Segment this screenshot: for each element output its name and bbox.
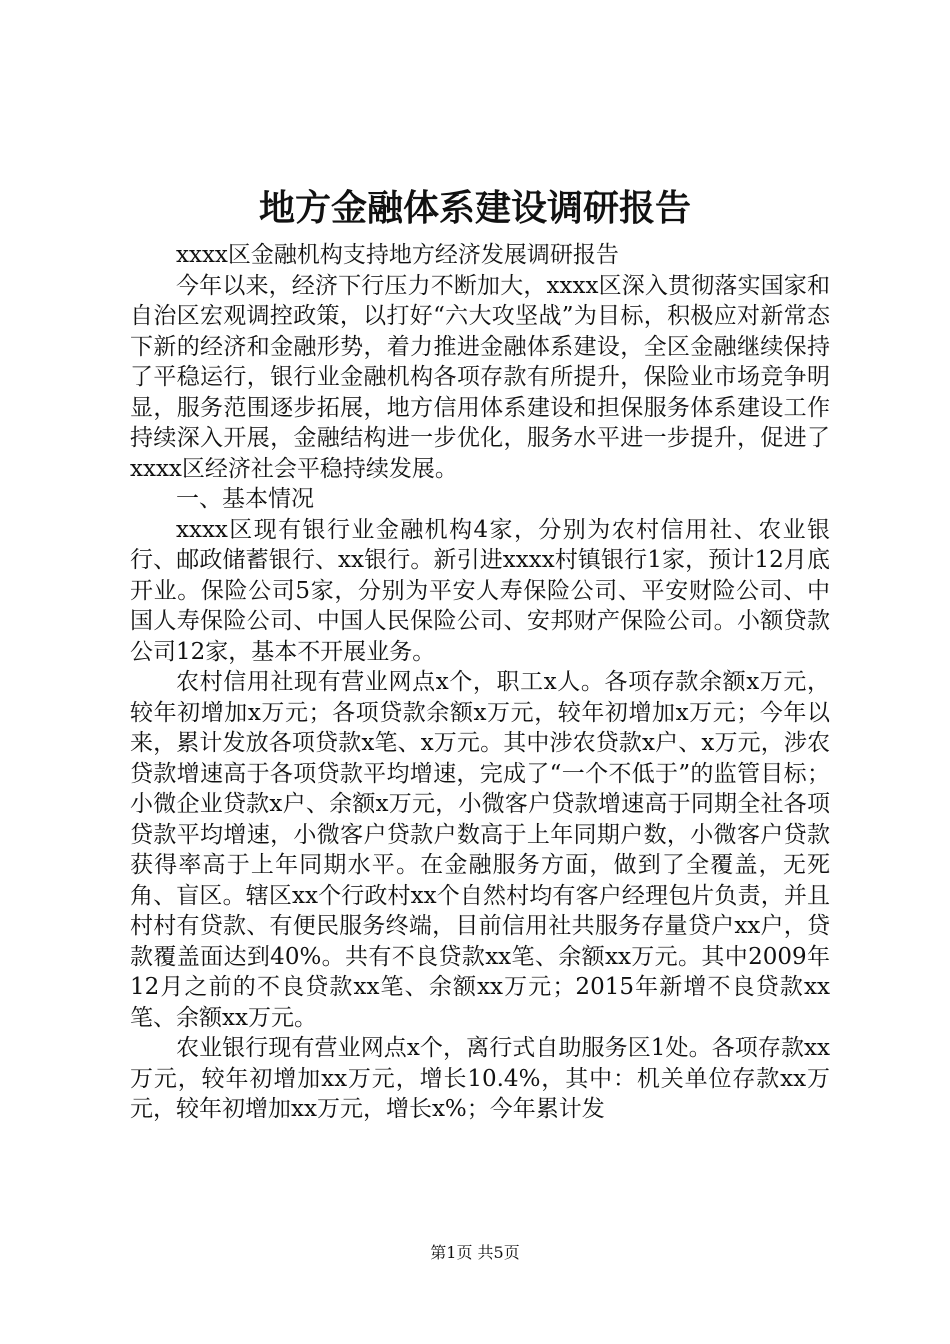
document-body <box>130 240 830 1125</box>
report-subtitle: xxxx区金融机构支持地方经济发展调研报告 <box>176 242 619 268</box>
section-heading-basic-situation: 一、基本情况 <box>176 486 314 512</box>
page-footer: 第1页 共5页 <box>430 1243 520 1262</box>
document-title: 地方金融体系建设调研报告 <box>258 188 691 229</box>
paragraph-agricultural-bank: 农业银行现有营业网点x个，离行式自助服务区1处。各项存款xx万元，较年初增加xx万元，增长10.4%，其中：机关单位存款xx万元，较年初增加xx万元，增长x%；今年累计发 <box>130 1035 830 1122</box>
paragraph-institutions: xxxx区现有银行业金融机构4家，分别为农村信用社、农业银行、邮政储蓄银行、xx银行。新引进xxxx村镇银行1家，预计12月底开业。保险公司5家，分别为平安人寿保险公司、平安财险公司、中国人寿保险公司、中国人民保险公司、安邦财产保险公司。小额贷款公司12家，基本不开展业务。 <box>130 516 830 665</box>
paragraph-rural-credit: 农村信用社现有营业网点x个，职工x人。各项存款余额x万元，较年初增加x万元；各项贷款余额x万元，较年初增加x万元；今年以来，累计发放各项贷款x笔、x万元。其中涉农贷款x户、x万元，涉农贷款增速高于各项贷款平均增速，完成了“一个不低于”的监管目标；小微企业贷款x户、余额x万元，小微客户贷款增速高于同期全社各项贷款平均增速，小微客户贷款户数高于上年同期户数，小微客户贷款获得率高于上年同期水平。在金融服务方面，做到了全覆盖，无死角、盲区。辖区xx个行政村xx个自然村均有客户经理包片负责，并且村村有贷款、有便民服务终端，目前信用社共服务存量贷户xx户，贷款覆盖面达到40%。共有不良贷款xx笔、余额xx万元。其中2009年12月之前的不良贷款xx笔、余额xx万元；2015年新增不良贷款xx笔、余额xx万元。 <box>130 669 830 1031</box>
paragraph-intro: 今年以来，经济下行压力不断加大，xxxx区深入贯彻落实国家和自治区宏观调控政策，以打好“六大攻坚战”为目标，积极应对新常态下新的经济和金融形势，着力推进金融体系建设，全区金融继续保持了平稳运行，银行业金融机构各项存款有所提升，保险业市场竞争明显，服务范围逐步拓展，地方信用体系建设和担保服务体系建设工作持续深入开展，金融结构进一步优化，服务水平进一步提升，促进了xxxx区经济社会平稳持续发展。 <box>130 272 830 482</box>
